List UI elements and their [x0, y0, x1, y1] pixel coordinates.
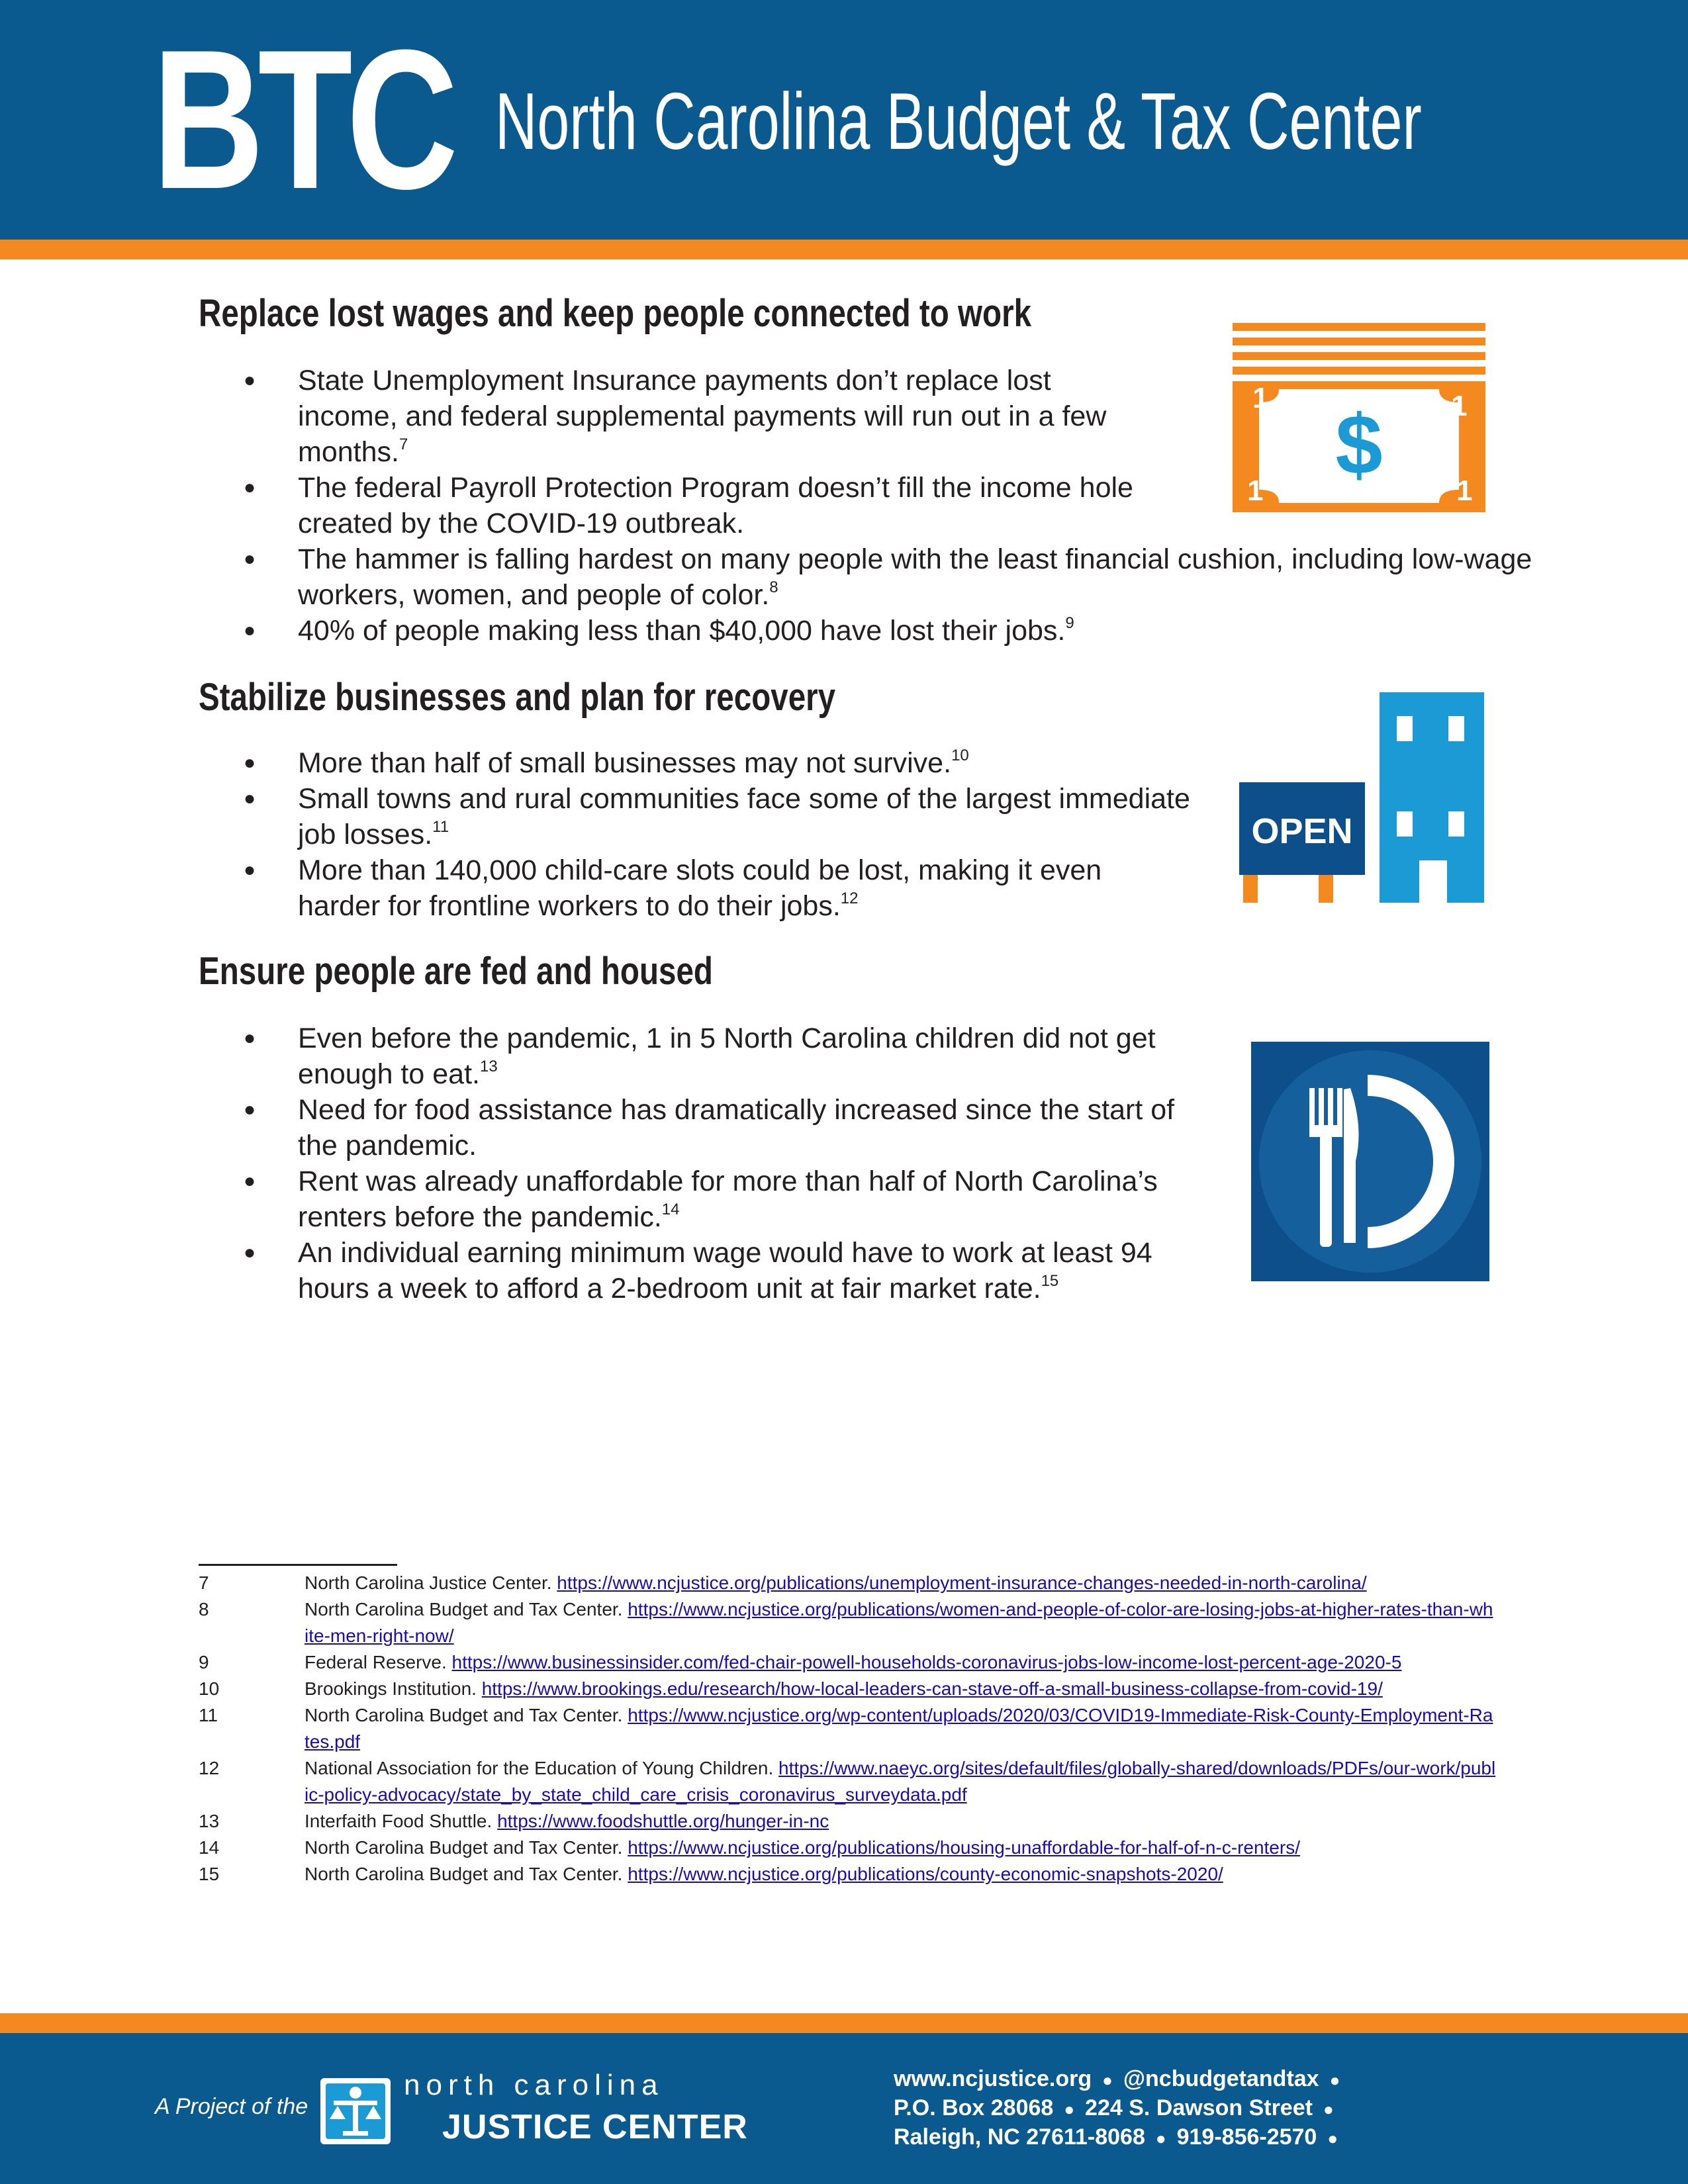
section-title-businesses: Stabilize businesses and plan for recovery: [199, 676, 836, 719]
footnotes: [199, 1570, 1496, 1888]
list-item: ● Rent was already unaffordable for more than half of North Carolina’s renters before the pandemic.$^{14}$: [199, 1163, 1218, 1235]
bill-digit: 1: [1252, 382, 1269, 414]
street-address: 224 S. Dawson Street: [1085, 2095, 1313, 2120]
justice-scales-logo-icon: [320, 2078, 391, 2144]
footnote: 14 North Carolina Budget and Tax Center. https://www.ncjustice.org/publications/housing-unaffordable-for-half-of-n-c-renters/: [199, 1837, 1300, 1858]
footnote-link[interactable]: https://www.foodshuttle.org/hunger-in-nc: [497, 1811, 829, 1831]
header-accent-stripe: [0, 240, 1688, 259]
bill-digit: 1: [1456, 475, 1473, 507]
brand-mark: BTC: [152, 8, 452, 230]
bullet-list-fed-housed: [199, 1021, 1218, 1306]
footnote: 13 Interfaith Food Shuttle. https://www.foodshuttle.org/hunger-in-nc: [199, 1811, 829, 1831]
separator-dot: ●: [1064, 2099, 1075, 2119]
separator-dot: ●: [1329, 2070, 1340, 2090]
footnote-link[interactable]: https://www.ncjustice.org/publications/unemployment-insurance-changes-needed-in-north-carolina/: [557, 1572, 1367, 1593]
footnote-link[interactable]: https://www.ncjustice.org/publications/housing-unaffordable-for-half-of-n-c-renters/: [628, 1837, 1300, 1858]
list-item: ● The hammer is falling hardest on many people with the least financial cushion, including low-wage workers, women, and people of color.$^8$: [199, 541, 1542, 613]
footnote: 9 Federal Reserve. https://www.businessinsider.com/fed-chair-powell-households-coronavirus-jobs-low-income-lost-percent-age-2020-5: [199, 1652, 1402, 1672]
plate-fork-knife-icon: [1251, 1042, 1489, 1281]
footnote: 15 North Carolina Budget and Tax Center. https://www.ncjustice.org/publications/county-economic-snapshots-2020/: [199, 1864, 1223, 1884]
phone-number: 919-856-2570: [1176, 2124, 1317, 2150]
list-item: ● 40% of people making less than $40,000 have lost their jobs.$^9$: [199, 613, 1542, 649]
separator-dot: ●: [1102, 2070, 1113, 2090]
contact-info: [894, 2065, 1350, 2152]
footnote-link[interactable]: https://www.businessinsider.com/fed-chair-powell-households-coronavirus-jobs-low-income-lost-percent-age-2020-5: [451, 1652, 1402, 1672]
separator-dot: ●: [1155, 2128, 1166, 2148]
section-title-fed-housed: Ensure people are fed and housed: [199, 950, 713, 993]
list-item: ● More than 140,000 child-care slots could be lost, making it even harder for frontline workers to do their jobs.$^{12}$: [199, 852, 1192, 924]
list-item: ● Need for food assistance has dramatically increased since the start of the pandemic.: [199, 1092, 1218, 1163]
city-state-zip: Raleigh, NC 27611-8068: [894, 2124, 1145, 2150]
page-title: North Carolina Budget & Tax Center: [495, 76, 1422, 166]
po-box: P.O. Box 28068: [894, 2095, 1054, 2120]
contact-line: [894, 2094, 1350, 2123]
open-sign-building-icon: [1239, 692, 1484, 903]
open-sign-text: OPEN: [1251, 811, 1353, 851]
org-name-top: north carolina: [404, 2069, 664, 2101]
contact-line: [894, 2123, 1350, 2152]
list-item: ● Small towns and rural communities face some of the largest immediate job losses.$^{11}$: [199, 781, 1192, 852]
footnote-link[interactable]: https://www.ncjustice.org/publications/women-and-people-of-color-are-losing-jobs-at-higher-rates-than-white-men-right-now/: [305, 1599, 1493, 1646]
contact-line: [894, 2065, 1350, 2094]
list-item: ● State Unemployment Insurance payments don’t replace lost income, and federal supplemental payments will run out in a few months.$^7$: [199, 363, 1158, 470]
section-title-wages: Replace lost wages and keep people connected to work: [199, 292, 1032, 335]
dollar-sign: $: [1335, 398, 1383, 492]
bill-digit: 1: [1451, 390, 1468, 422]
bullet-list-businesses: [199, 745, 1192, 924]
footnote-link[interactable]: https://www.naeyc.org/sites/default/files/globally-shared/downloads/PDFs/our-work/public-policy-advocacy/state_by_state_child_care_crisis_coronavirus_surveydata.pdf: [305, 1758, 1496, 1805]
list-item: ● More than half of small businesses may not survive.$^{10}$: [199, 745, 1192, 781]
social-handle[interactable]: @ncbudgetandtax: [1123, 2066, 1319, 2091]
dollar-bill-icon: [1233, 323, 1485, 512]
project-of-label: A Project of the: [155, 2094, 308, 2119]
separator-dot: ●: [1323, 2099, 1334, 2119]
website-link[interactable]: www.ncjustice.org: [894, 2066, 1092, 2091]
footnote: 10 Brookings Institution. https://www.brookings.edu/research/how-local-leaders-can-stave-off-a-small-business-collapse-from-covid-19/: [199, 1678, 1383, 1699]
footnote: 12 National Association for the Education of Young Children. https://www.naeyc.org/sites/default/files/globally-shared/downloads/PDFs/our-work/public-policy-advocacy/state_by_state_child_care_crisis_coronavirus_surveydata.pdf: [199, 1758, 1496, 1805]
bill-digit: 1: [1247, 475, 1264, 507]
footnote: 11 North Carolina Budget and Tax Center. https://www.ncjustice.org/wp-content/uploads/2020/03/COVID19-Immediate-Risk-County-Employment-Rates.pdf: [199, 1705, 1493, 1752]
footnote-link[interactable]: https://www.ncjustice.org/publications/county-economic-snapshots-2020/: [628, 1864, 1223, 1884]
bullet-list-wages: [199, 363, 1532, 649]
footnote-link[interactable]: https://www.brookings.edu/research/how-local-leaders-can-stave-off-a-small-business-collapse-from-covid-19/: [481, 1678, 1383, 1699]
list-item: ● Even before the pandemic, 1 in 5 North Carolina children did not get enough to eat.$^{13}$: [199, 1021, 1218, 1092]
list-item: ● The federal Payroll Protection Program doesn’t fill the income hole created by the COVID-19 outbreak.: [199, 470, 1158, 541]
footnote: 8 North Carolina Budget and Tax Center. https://www.ncjustice.org/publications/women-and-people-of-color-are-losing-jobs-at-higher-rates-than-white-men-right-now/: [199, 1599, 1493, 1646]
footnote-divider: [199, 1564, 397, 1566]
org-name-bottom: JUSTICE CENTER: [442, 2108, 748, 2146]
footer-accent-stripe: [0, 2013, 1688, 2033]
footnote: 7 North Carolina Justice Center. https://www.ncjustice.org/publications/unemployment-insurance-changes-needed-in-north-carolina/: [199, 1572, 1367, 1593]
footnote-link[interactable]: https://www.ncjustice.org/wp-content/uploads/2020/03/COVID19-Immediate-Risk-County-Employment-Rates.pdf: [305, 1705, 1493, 1752]
list-item: ● An individual earning minimum wage would have to work at least 94 hours a week to afford a 2-bedroom unit at fair market rate.$^{15}$: [199, 1235, 1218, 1306]
separator-dot: ●: [1327, 2128, 1338, 2148]
